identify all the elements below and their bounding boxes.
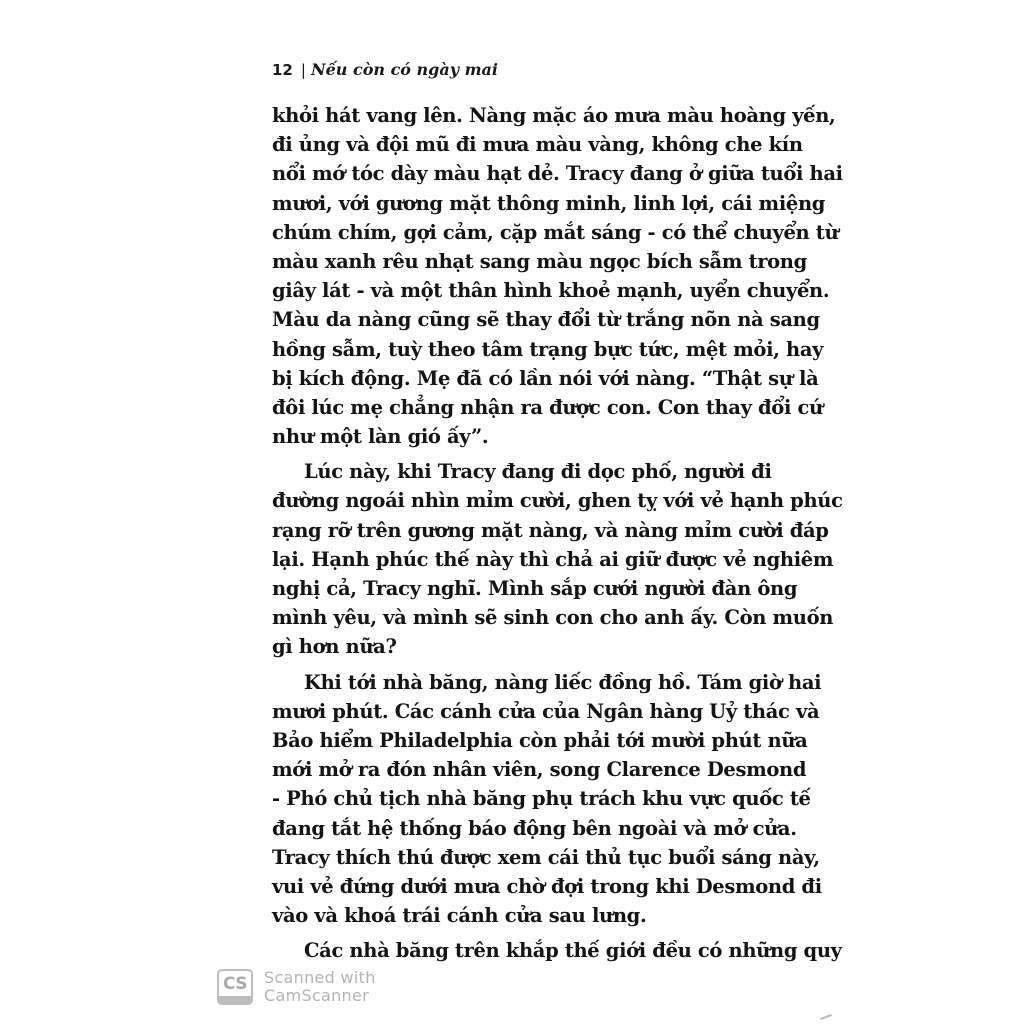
paragraph-4 <box>272 936 842 965</box>
text-line: màu xanh rêu nhạt sang màu ngọc bích sẫm trong <box>272 249 807 273</box>
watermark-line-1: Scanned with <box>264 968 376 987</box>
text-line: Bảo hiểm Philadelphia còn phải tới mười phút nữa <box>272 728 808 752</box>
header-separator: | <box>300 61 306 79</box>
text-line: Tracy thích thú được xem cái thủ tục buổi sáng này, <box>272 845 820 869</box>
watermark-text <box>264 969 376 1005</box>
text-line: Các nhà băng trên khắp thế giới đều có những quy <box>304 939 842 963</box>
text-line: hồng sẫm, tuỳ theo tâm trạng bực tức, mệt mỏi, hay <box>272 337 824 361</box>
camscanner-watermark <box>217 969 376 1005</box>
text-line: đôi lúc mẹ chẳng nhận ra được con. Con thay đổi cứ <box>272 395 823 419</box>
scan-speck <box>820 1014 832 1020</box>
paragraph-2 <box>272 457 843 661</box>
text-line: Khi tới nhà băng, nàng liếc đồng hồ. Tám giờ hai <box>304 670 822 694</box>
book-title: Nếu còn có ngày mai <box>310 60 498 79</box>
text-line: rạng rỡ trên gương mặt nàng, và nàng mỉm cười đáp <box>272 518 829 542</box>
paragraph-1 <box>272 101 843 451</box>
text-line: mươi phút. Các cánh cửa của Ngân hàng Uỷ thác và <box>272 699 820 723</box>
text-line: mới mở ra đón nhân viên, song Clarence Desmond <box>272 758 807 782</box>
text-line: nghị cả, Tracy nghĩ. Mình sắp cưới người đàn ông <box>272 577 798 600</box>
text-line: chúm chím, gợi cảm, cặp mắt sáng - có thể chuyển từ <box>272 220 839 244</box>
text-line: mươi, với gương mặt thông minh, linh lợi, cái miệng <box>272 191 826 215</box>
text-line: Màu da nàng cũng sẽ thay đổi từ trắng nõn nà sang <box>272 308 820 332</box>
text-line: Lúc này, khi Tracy đang đi dọc phố, người đi <box>304 460 772 484</box>
running-header <box>272 60 498 80</box>
logo-text: CS <box>222 974 248 994</box>
watermark-line-2: CamScanner <box>264 986 370 1005</box>
text-line: khỏi hát vang lên. Nàng mặc áo mưa màu hoàng yến, <box>272 104 836 127</box>
text-line: như một làn gió ấy”. <box>272 425 489 449</box>
paragraph-3 <box>272 668 822 931</box>
text-line: - Phó chủ tịch nhà băng phụ trách khu vực quốc tế <box>272 787 811 811</box>
logo-bar <box>219 996 251 1003</box>
text-line: lại. Hạnh phúc thế này thì chả ai giữ được vẻ nghiêm <box>272 547 834 571</box>
text-line: vui vẻ đứng dưới mưa chờ đợi trong khi Desmond đi <box>272 874 822 898</box>
text-line: mình yêu, và mình sẽ sinh con cho anh ấy. Còn muốn <box>272 606 834 630</box>
text-line: đang tắt hệ thống báo động bên ngoài và mở cửa. <box>272 816 797 840</box>
text-line: đường ngoái nhìn mỉm cười, ghen tỵ với vẻ hạnh phúc <box>272 489 843 513</box>
text-line: bị kích động. Mẹ đã có lần nói với nàng. “Thật sự là <box>272 366 819 390</box>
text-line: nổi mớ tóc dày màu hạt dẻ. Tracy đang ở giữa tuổi hai <box>272 162 843 186</box>
text-line: gì hơn nữa? <box>272 635 397 659</box>
camscanner-logo-icon <box>217 969 253 1005</box>
body-text <box>272 101 843 965</box>
text-line: vào và khoá trái cánh cửa sau lưng. <box>272 904 647 928</box>
page-number: 12 <box>272 61 293 79</box>
text-line: đi ủng và đội mũ đi mưa màu vàng, không che kín <box>272 133 803 157</box>
text-line: giây lát - và một thân hình khoẻ mạnh, uyển chuyển. <box>272 279 830 303</box>
